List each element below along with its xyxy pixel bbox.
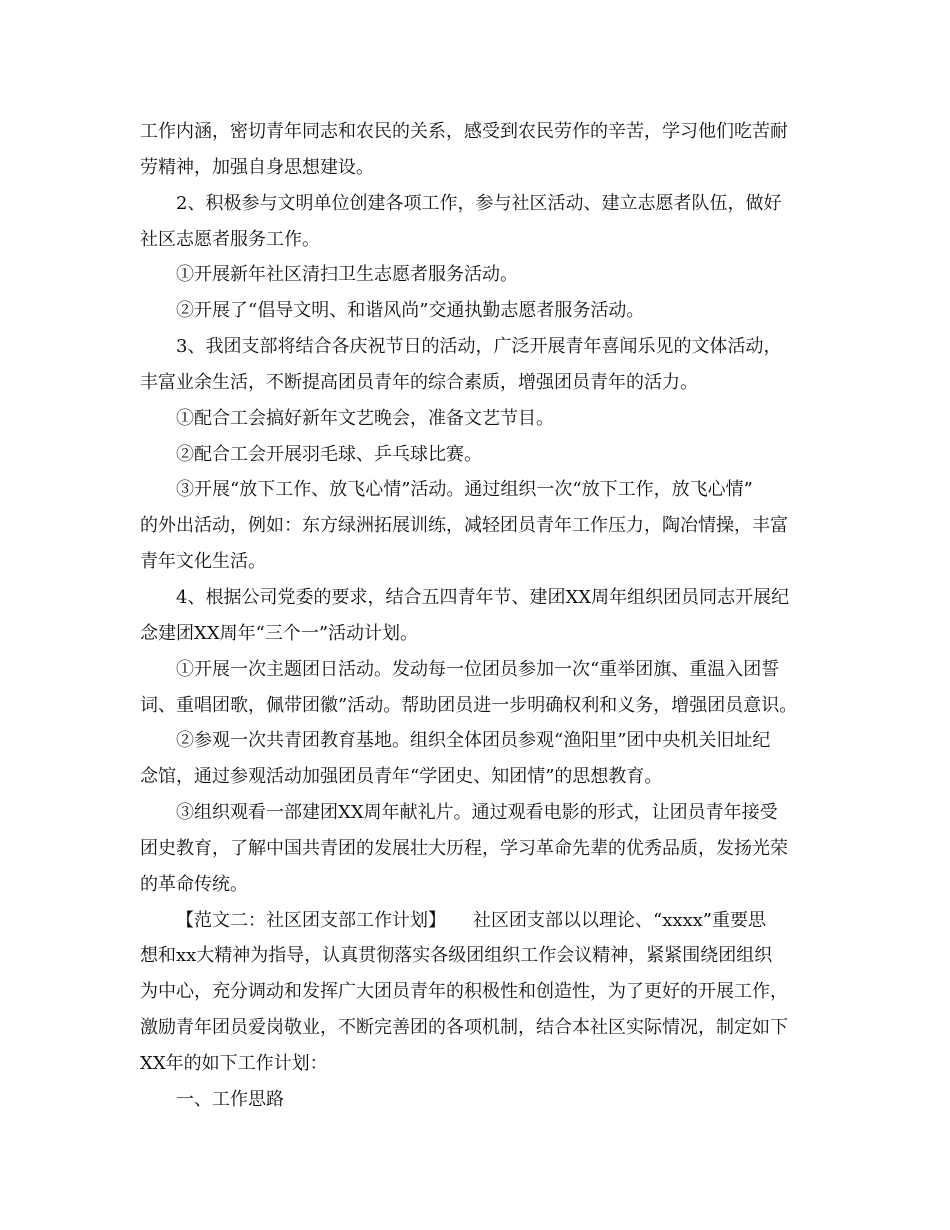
text-line: 想和xx大精神为指导，认真贯彻落实各级团组织工作会议精神，紧紧围绕团组织 bbox=[140, 945, 773, 967]
text-line: 词、重唱团歌，佩带团徽”活动。帮助团员进一步明确权利和义务，增强团员意识。 bbox=[140, 694, 798, 716]
document-body bbox=[140, 114, 820, 1118]
text-line: ②参观一次共青团教育基地。组织全体团员参观“渔阳里”团中央机关旧址纪 bbox=[176, 730, 771, 752]
text-line: ①开展一次主题团日活动。发动每一位团员参加一次“重举团旗、重温入团誓 bbox=[176, 658, 780, 680]
text-line: 工作内涵，密切青年同志和农民的关系，感受到农民劳作的辛苦，学习他们吃苦耐 bbox=[140, 121, 788, 142]
text-line: 青年文化生活。 bbox=[140, 551, 266, 573]
text-line: 一、工作思路 bbox=[176, 1088, 284, 1110]
text-line: 劳精神，加强自身思想建设。 bbox=[140, 156, 374, 178]
text-line: 团史教育，了解中国共青团的发展壮大历程，学习革命先辈的优秀品质，发扬光荣 bbox=[140, 837, 788, 859]
text-line: 的外出活动，例如：东方绿洲拓展训练，减轻团员青年工作压力，陶冶情操，丰富 bbox=[140, 515, 788, 537]
text-line: ③组织观看一部建团XX周年献礼片。通过观看电影的形式，让团员青年接受 bbox=[176, 802, 778, 824]
text-line: 丰富业余生活，不断提高团员青年的综合素质，增强团员青年的活力。 bbox=[140, 371, 698, 393]
text-line: ③开展“放下工作、放飞心情”活动。通过组织一次“放下工作，放飞心情” bbox=[176, 479, 753, 501]
text-line: 激励青年团员爱岗敬业，不断完善团的各项机制，结合本社区实际情况，制定如下 bbox=[140, 1017, 788, 1039]
text-line: ②配合工会开展羽毛球、乒乓球比赛。 bbox=[176, 443, 482, 465]
text-line: 念馆，通过参观活动加强团员青年“学团史、知团情”的思想教育。 bbox=[140, 766, 663, 788]
text-line: XX年的如下工作计划： bbox=[140, 1052, 328, 1074]
text-line: 的革命传统。 bbox=[140, 873, 248, 895]
text-line: 念建团XX周年“三个一”活动计划。 bbox=[140, 622, 419, 644]
text-line: 4、根据公司党委的要求，结合五四青年节、建团XX周年组织团员同志开展纪 bbox=[176, 586, 790, 608]
text-line: ①配合工会搞好新年文艺晚会，准备文艺节目。 bbox=[176, 407, 554, 429]
text-line: ①开展新年社区清扫卫生志愿者服务活动。 bbox=[176, 264, 518, 286]
text-line: ②开展了“倡导文明、和谐风尚”交通执勤志愿者服务活动。 bbox=[176, 300, 645, 322]
text-line: 社区志愿者服务工作。 bbox=[140, 228, 320, 250]
text-line: 为中心，充分调动和发挥广大团员青年的积极性和创造性，为了更好的开展工作， bbox=[140, 981, 788, 1003]
text-line: 3、我团支部将结合各庆祝节日的活动，广泛开展青年喜闻乐见的文体活动， bbox=[176, 336, 782, 358]
text-line: 2、积极参与文明单位创建各项工作，参与社区活动、建立志愿者队伍，做好 bbox=[176, 192, 782, 214]
text-line: 【范文二：社区团支部工作计划】 社区团支部以以理论、“xxxx”重要思 bbox=[176, 909, 767, 931]
